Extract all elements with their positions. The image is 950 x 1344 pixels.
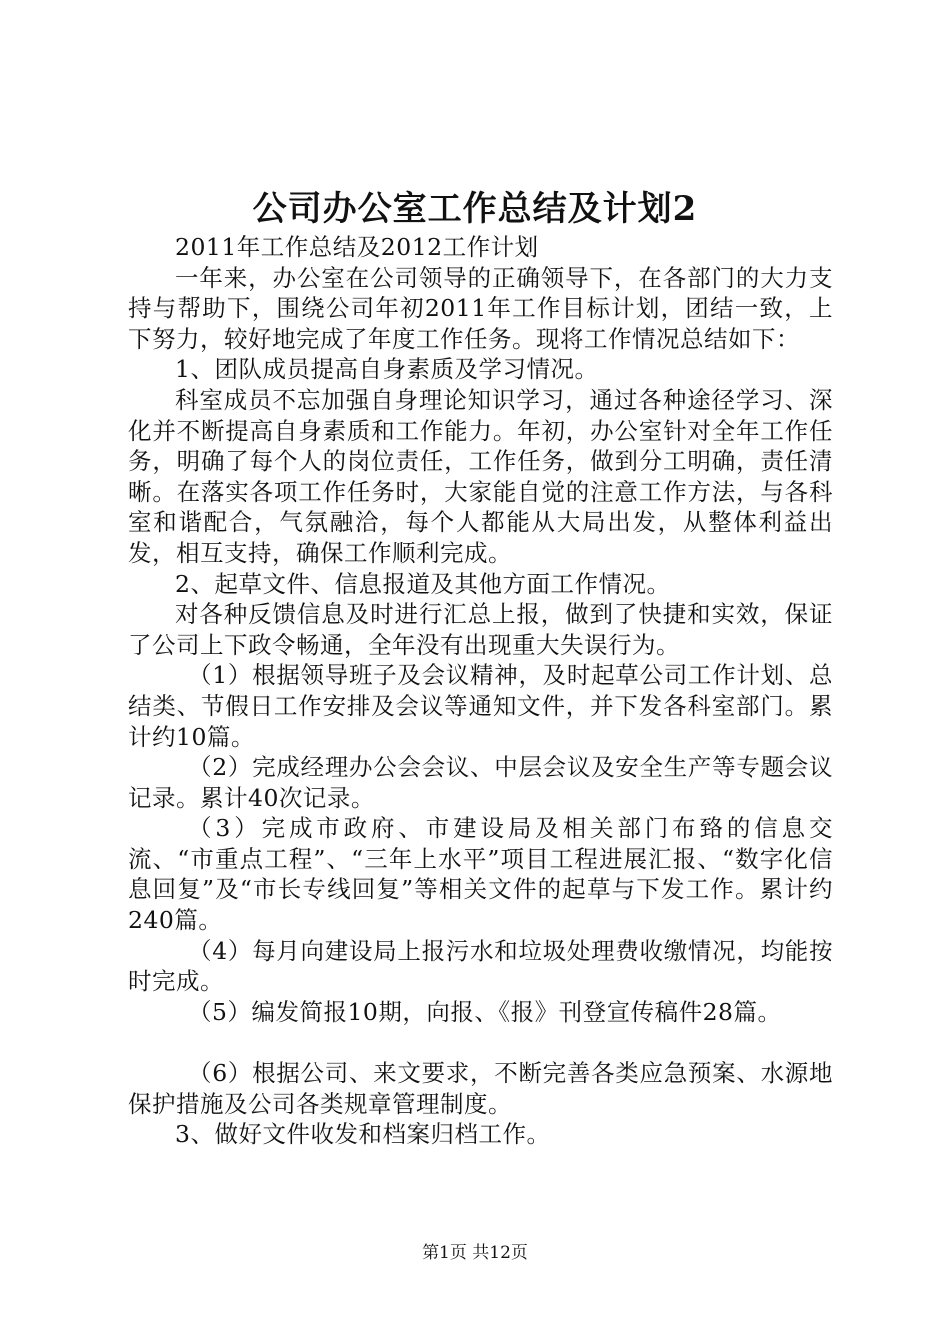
- page-footer: 第1页 共12页: [422, 1243, 528, 1263]
- list-item: （3）完成市政府、市建设局及相关部门布臵的信息交流、“市重点工程”、“三年上水平”项目工程进展汇报、“数字化信息回复”及“市长专线回复”等相关文件的起草与下发工作。累计约240篇。: [128, 814, 833, 935]
- paragraph-subtitle: 2011年工作总结及2012工作计划: [175, 233, 539, 261]
- paragraph: 一年来，办公室在公司领导的正确领导下，在各部门的大力支持与帮助下，围绕公司年初2011年工作目标计划，团结一致，上下努力，较好地完成了年度工作任务。现将工作情况总结如下：: [128, 263, 833, 353]
- document-body: [128, 232, 833, 1150]
- paragraph: 科室成员不忘加强自身理论知识学习，通过各种途径学习、深化并不断提高自身素质和工作能力。年初，办公室针对全年工作任务，明确了每个人的岗位责任，工作任务，做到分工明确，责任清晰。在落实各项工作任务时，大家能自觉的注意工作方法，与各科室和谐配合，气氛融洽，每个人都能从大局出发，从整体利益出发，相互支持，确保工作顺利完成。: [128, 385, 833, 567]
- section-heading: 2、起草文件、信息报道及其他方面工作情况。: [175, 569, 671, 598]
- list-item: （2）完成经理办公会会议、中层会议及安全生产等专题会议记录。累计40次记录。: [128, 753, 833, 812]
- document-title: 公司办公室工作总结及计划2: [252, 189, 698, 229]
- paragraph: 对各种反馈信息及时进行汇总上报，做到了快捷和实效，保证了公司上下政令畅通，全年没有出现重大失误行为。: [128, 600, 833, 659]
- section-heading: 1、团队成员提高自身素质及学习情况。: [175, 355, 599, 384]
- list-item: （4）每月向建设局上报污水和垃圾处理费收缴情况，均能按时完成。: [128, 936, 833, 996]
- section-heading: 3、做好文件收发和档案归档工作。: [175, 1120, 551, 1149]
- list-item: （5）编发简报10期，向报、《报》刊登宣传稿件28篇。: [188, 997, 782, 1026]
- list-item: （1）根据领导班子及会议精神，及时起草公司工作计划、总结类、节假日工作安排及会议等通知文件，并下发各科室部门。累计约10篇。: [128, 661, 833, 751]
- list-item: （6）根据公司、来文要求，不断完善各类应急预案、水源地保护措施及公司各类规章管理制度。: [128, 1059, 833, 1118]
